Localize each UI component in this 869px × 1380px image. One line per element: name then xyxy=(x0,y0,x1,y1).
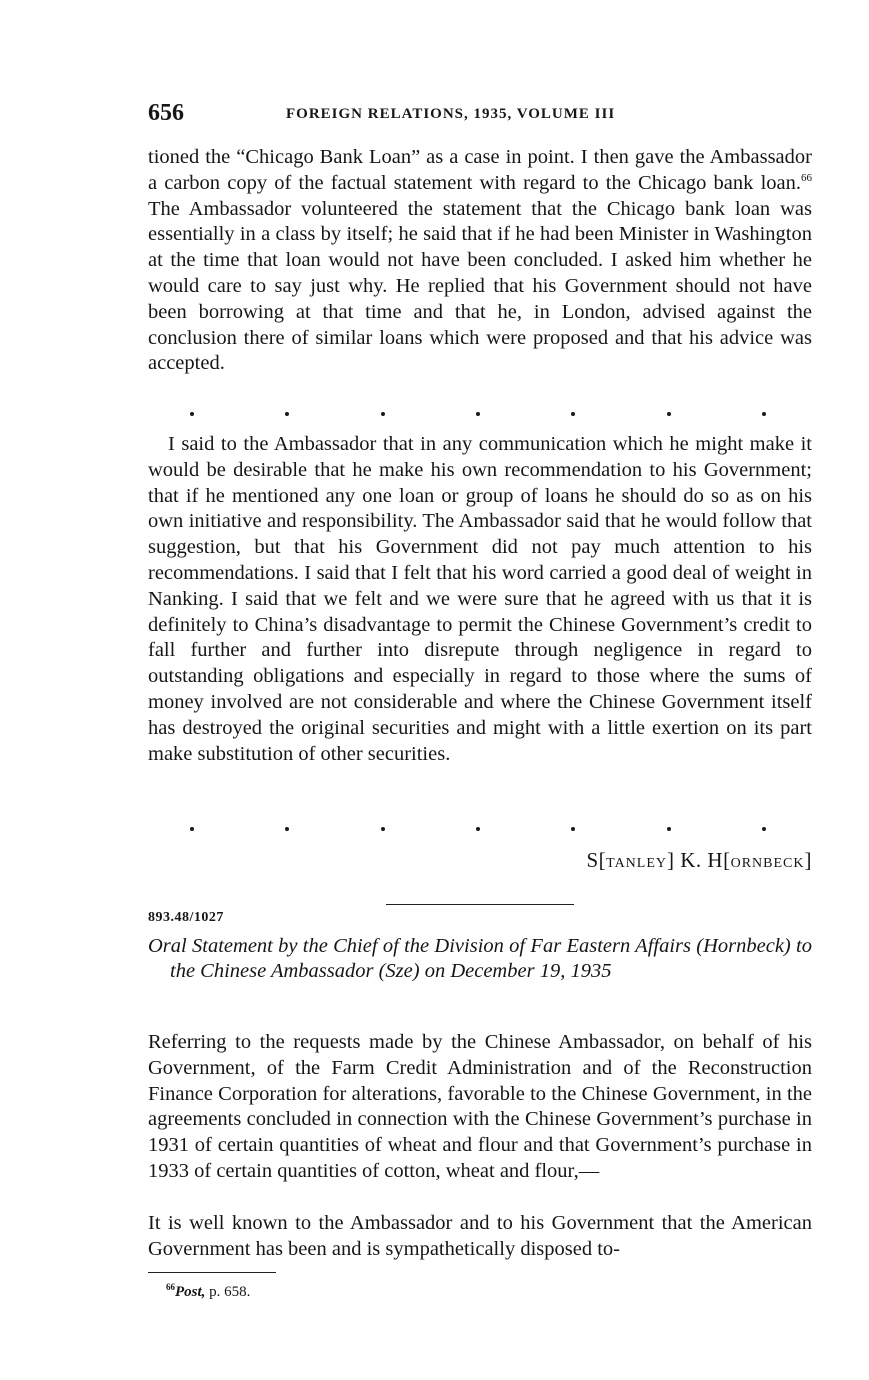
omission-dot xyxy=(190,827,194,831)
footnote-mark: 66 xyxy=(166,1282,175,1292)
omission-dot xyxy=(285,827,289,831)
file-number: 893.48/1027 xyxy=(148,910,224,925)
footnote-ref: Post, xyxy=(175,1284,206,1300)
footnote-page: p. 658. xyxy=(205,1284,251,1300)
omission-dot xyxy=(476,412,480,416)
paragraph-well-known: It is well known to the Ambassador and to his Government that the American Government has been and is sympathetically disposed to- xyxy=(148,1212,812,1260)
paragraph-text: tioned the “Chicago Bank Loan” as a case in point. I then gave the Ambassador a carbon copy of the factual statement with regard to the Chicago bank loan. xyxy=(148,146,812,194)
omission-dot xyxy=(762,412,766,416)
paragraph-referring: Referring to the requests made by the Chinese Ambassador, on behalf of his Government, of the Farm Credit Administration and of the Reconstruction Finance Corporation for alterations, favorable to the Chinese Government, in the agreements concluded in connection with the Chinese Government’s purchase in 1931 of certain quantities of wheat and flour and that Government’s purchase in 1933 of certain quantities of cotton, wheat and flour,— xyxy=(148,1031,812,1182)
paragraph-text: The Ambassador volunteered the statement that the Chicago bank loan was essentially in a class by itself; he said that if he had been Minister in Washington at the time that loan would not have been concluded. I asked him whether he would care to say just why. He replied that his Government should not have been borrowing at that time and that he, in London, advised against the conclusion there of similar loans which were proposed and that his advice was accepted. xyxy=(148,197,812,375)
omission-dot xyxy=(381,827,385,831)
page-number: 656 xyxy=(148,100,184,126)
omission-dot xyxy=(667,827,671,831)
omission-dot xyxy=(190,412,194,416)
paragraph-ambassador-conversation: I said to the Ambassador that in any communication which he might make it would be desirable that he make his own recommendation to his Government; that if he mentioned any one loan or group of loans he should do so as on his own initiative and responsibility. The Ambassador said that he would follow that suggestion, but that his Government did not pay much attention to his recommendations. I said that I felt that his word carried a good deal of weight in Nanking. I said that we felt and we were sure that he agreed with us that it is definitely to China’s disadvantage to permit the Chinese Government’s credit to fall further and further into disrepute through negligence in regard to outstanding obligations and especially in regard to those where the sums of money involved are not considerable and where the Chinese Government itself has destroyed the original securities and might with a little exertion on its part make substitution of other securities. xyxy=(148,433,812,765)
running-head: FOREIGN RELATIONS, 1935, VOLUME III xyxy=(286,106,616,122)
omission-dot xyxy=(762,827,766,831)
footnote-divider xyxy=(148,1272,276,1273)
omission-dot xyxy=(476,827,480,831)
omission-dot xyxy=(571,412,575,416)
ellipsis-divider xyxy=(148,412,812,432)
omission-dot xyxy=(381,412,385,416)
section-divider xyxy=(386,904,574,905)
footnote xyxy=(166,1282,250,1301)
omission-dot xyxy=(571,827,575,831)
ellipsis-divider xyxy=(148,827,812,847)
page-header xyxy=(148,96,812,132)
paragraph-continued xyxy=(148,145,812,377)
footnote-reference: 66 xyxy=(801,171,812,184)
document-title: Oral Statement by the Chief of the Division of Far Eastern Affairs (Hornbeck) to the Chinese Ambassador (Sze) on December 19, 1935 xyxy=(148,935,812,982)
signature: S[TANLEY] K. H[ORNBECK] xyxy=(586,848,812,872)
omission-dot xyxy=(285,412,289,416)
omission-dot xyxy=(667,412,671,416)
